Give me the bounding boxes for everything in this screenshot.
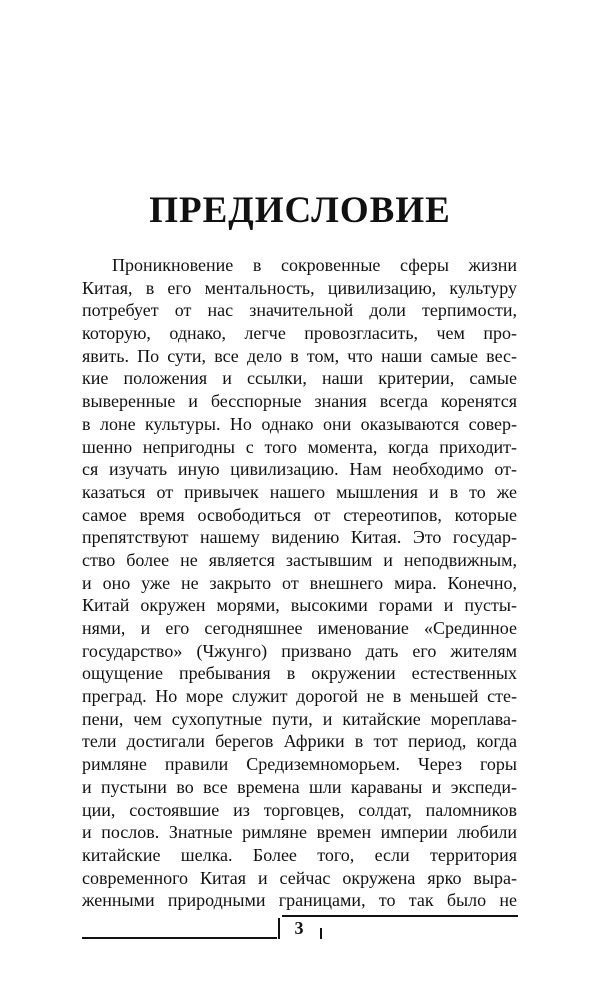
text-line: ции, состоявшие из торговцев, солдат, паломников — [82, 799, 517, 820]
text-line: ство более не является застывшим и неподвижным, — [82, 549, 517, 570]
text-line: римляне правили Средиземноморьем. Через горы — [82, 754, 517, 775]
text-line: тели достигали берегов Африки в тот период, когда — [82, 731, 517, 752]
text-line: китайские шелка. Более того, если территория — [82, 844, 517, 865]
chapter-title: ПРЕДИСЛОВИЕ — [149, 190, 451, 231]
body-text — [82, 254, 517, 912]
footer-rule-bottom — [82, 937, 277, 939]
text-line: выверенные и бесспорные знания всегда коренятся — [82, 391, 517, 412]
page-number: 3 — [294, 918, 304, 938]
text-line: ощущение пребывания в окружении естественных — [82, 663, 517, 684]
text-line: самое время освободиться от стереотипов, которые — [82, 504, 517, 525]
text-line: потребует от нас значительной доли терпимости, — [82, 300, 517, 321]
text-line: которую, однако, легче провозгласить, чем про- — [82, 323, 517, 344]
text-line: преград. Но море служит дорогой не в меньшей сте- — [82, 686, 517, 707]
text-line: казаться от привычек нашего мышления и в то же — [82, 481, 517, 502]
text-line: Проникновение в сокровенные сферы жизни — [112, 255, 517, 275]
text-line: пени, чем сухопутные пути, и китайские мореплава- — [82, 708, 517, 729]
text-line: Китай окружен морями, высокими горами и пусты- — [82, 595, 517, 616]
text-line: в лоне культуры. Но однако они оказываются совер- — [82, 413, 517, 434]
text-line: ся изучать иную цивилизацию. Нам необходимо от- — [82, 459, 517, 480]
page-number-bracket-right — [320, 928, 322, 939]
text-line: и пустыни во все времена шли караваны и экспеди- — [82, 776, 517, 797]
page-footer — [82, 898, 518, 938]
text-line: современного Китая и сейчас окружена ярко выра- — [82, 867, 517, 888]
text-line: препятствуют нашему видению Китая. Это государ- — [82, 527, 517, 548]
text-line: и оно уже не закрыто от внешнего мира. Конечно, — [82, 572, 517, 593]
text-line: шенно непригодны с того момента, когда приходит- — [82, 436, 517, 457]
text-line: Китая, в его ментальность, цивилизацию, культуру — [82, 277, 517, 298]
text-line: явить. По сути, все дело в том, что наши самые вес- — [82, 345, 517, 366]
footer-rule-top — [282, 915, 518, 917]
text-line: и послов. Знатные римляне времен империи любили — [82, 822, 517, 843]
text-line: женными природными границами, то так было не — [82, 890, 517, 911]
text-line: государство» (Чжунго) призвано дать его жителям — [82, 640, 517, 661]
text-line: кие положения и ссылки, наши критерии, самые — [82, 368, 517, 389]
text-line: нями, и его сегодняшнее именование «Срединное — [82, 618, 517, 638]
